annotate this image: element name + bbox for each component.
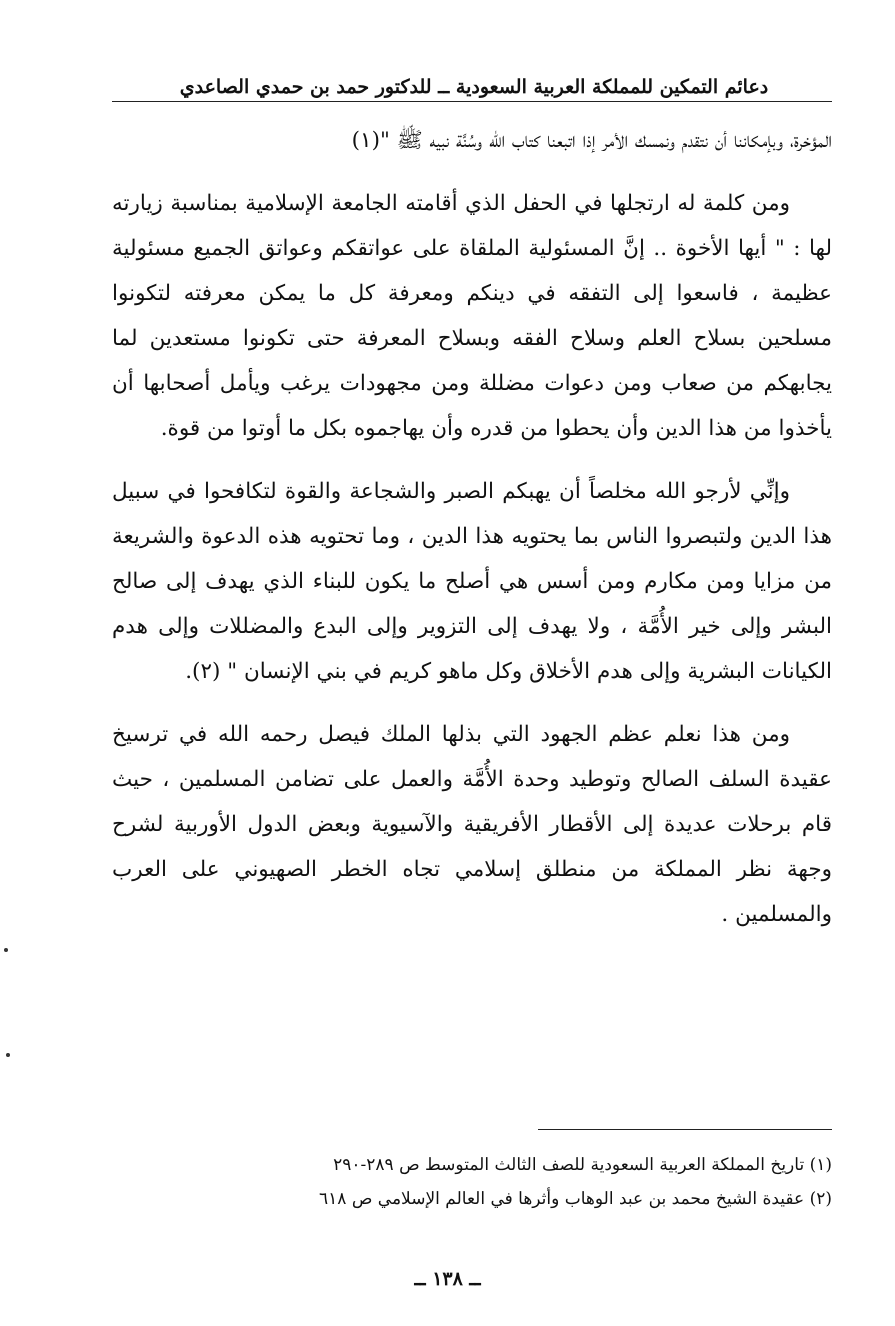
running-header: دعائم التمكين للمملكة العربية السعودية ــ للدكتور حمد بن حمدي الصاعدي — [179, 76, 769, 98]
paragraph-king-faisal-efforts: ومن هذا نعلم عظم الجهود التي بذلها الملك فيصل رحمه الله في ترسيخ عقيدة السلف الصالح وتوطيد وحدة الأُمَّة والعمل على تضامن المسلمين ، حيث قام برحلات عديدة إلى الأقطار الأفريقية والآسيوية وبعض الدول الأوربية لشرح وجهة نظر المملكة من منطلق إسلامي تجاه الخطر الصهيوني على العرب والمسلمين . — [112, 722, 832, 927]
margin-speck — [6, 1053, 10, 1057]
margin-speck — [4, 948, 8, 952]
footnote-1: (١) تاريخ المملكة العربية السعودية للصف الثالث المتوسط ص ٢٨٩-٢٩٠ — [333, 1155, 832, 1175]
footnotes — [112, 1148, 832, 1216]
page-number: ــ ١٣٨ ــ — [414, 1268, 481, 1290]
body-text — [112, 118, 832, 937]
paragraph-continuation: المؤخرة، وبإمكاننا أن نتقدم ونمسك الأمر إذا اتبعنا كتاب الله وسُنَّة نبيه ﷺ "(١) — [351, 128, 832, 153]
footnote-2: (٢) عقيدة الشيخ محمد بن عبد الوهاب وأثرها في العالم الإسلامي ص ٦١٨ — [319, 1189, 832, 1209]
footnote-separator — [538, 1129, 832, 1130]
header-rule — [112, 101, 832, 102]
paragraph-speech-continued: وإنِّي لأرجو الله مخلصاً أن يهبكم الصبر والشجاعة والقوة لتكافحوا في سبيل هذا الدين ولتبصروا الناس بما يحتويه هذا الدين ، وما تحتويه هذه الدعوة والشريعة من مزايا ومن مكارم ومن أسس هي أصلح ما يكون للبناء الذي يهدف إلى صالح البشر وإلى خير الأُمَّة ، ولا يهدف إلى التزوير وإلى البدع والمضللات وإلى هدم الكيانات البشرية وإلى هدم الأخلاق وكل ماهو كريم في بني الإنسان " (٢). — [112, 479, 832, 684]
paragraph-speech-quote: ومن كلمة له ارتجلها في الحفل الذي أقامته الجامعة الإسلامية بمناسبة زيارته لها : " أيها الأخوة .. إنَّ المسئولية الملقاة على عواتقكم وعواتق الجميع مسئولية عظيمة ، فاسعوا إلى التفقه في دينكم ومعرفة كل ما يمكن معرفته لتكونوا مسلحين بسلاح العلم وسلاح الفقه وبسلاح المعرفة حتى تكونوا مستعدين لما يجابهكم من صعاب ومن دعوات مضللة ومن مجهودات يرغب ويأمل أصحابها أن يأخذوا من هذا الدين وأن يحطوا من قدره وأن يهاجموه بكل ما أوتوا من قوة. — [112, 191, 832, 441]
